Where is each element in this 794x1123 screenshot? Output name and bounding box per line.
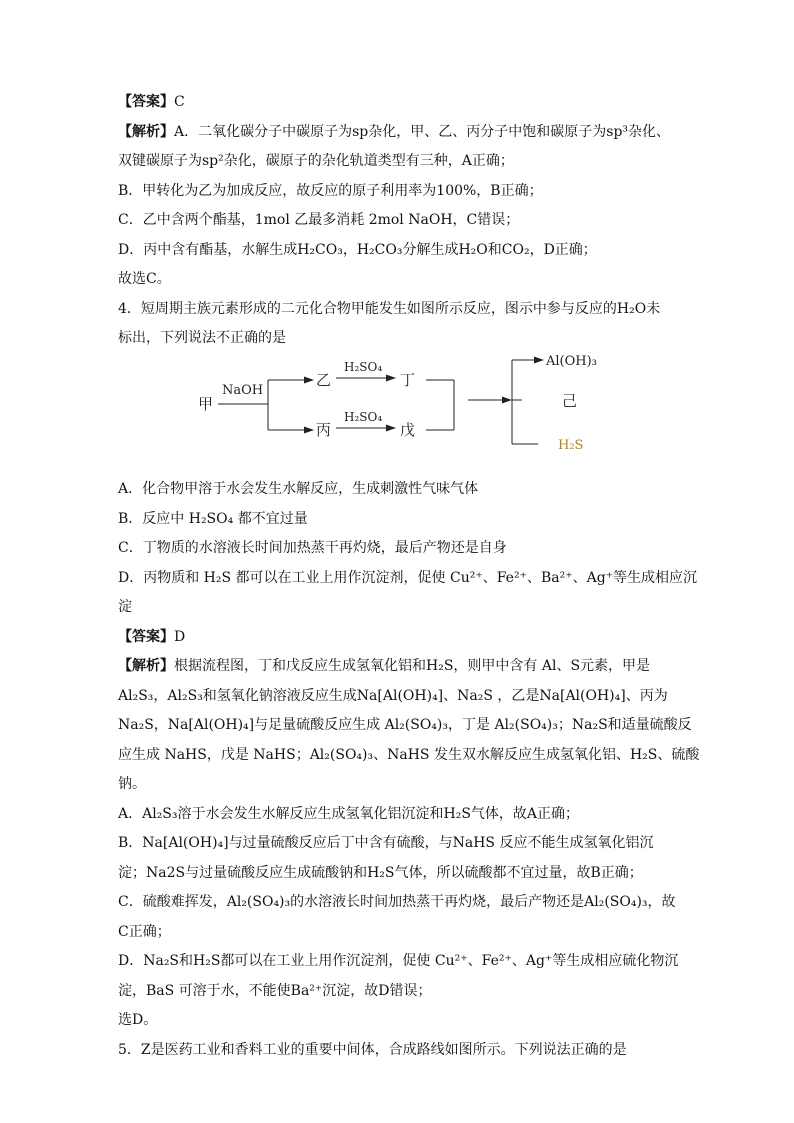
document-content (118, 93, 700, 1070)
arrowhead (386, 425, 396, 432)
q3-analysis-line (118, 123, 678, 142)
q3-answer (118, 93, 678, 112)
analysis-text: 根据流程图，丁和戊反应生成氢氧化铝和H₂S，则甲中含有 Al、S元素，甲是 (174, 658, 651, 674)
q4-analysis-line: Na₂S，Na[Al(OH)₄]与足量硫酸反应生成 Al₂(SO₄)₃，丁是 Al₂(SO₄)₃；Na₂S和适量硫酸反 (118, 717, 692, 733)
ding-label: 丁 (400, 371, 416, 389)
arrowhead (534, 357, 544, 364)
analysis-label: 【解析】 (118, 658, 174, 674)
q4-analysis-line: B．Na[Al(OH)₄]与过量硫酸反应后丁中含有硫酸，与NaHS 反应不能生成氢氧化铝沉 (118, 835, 654, 851)
reaction-diagram-svg (118, 354, 678, 472)
q3-analysis-line: B．甲转化为乙为加成反应，故反应的原子利用率为100%，B正确； (118, 182, 543, 199)
q4-option-a: A．化合物甲溶于水会发生水解反应，生成刺激性气味气体 (118, 481, 479, 497)
h2so4-bottom-label: H₂SO₄ (344, 410, 383, 424)
q4-analysis-line: 选D。 (118, 1012, 158, 1028)
jia-label: 甲 (198, 395, 214, 413)
arrowhead (304, 377, 314, 384)
q3-analysis-line: C．乙中含两个酯基，1mol 乙最多消耗 2mol NaOH，C错误； (118, 212, 520, 228)
q3-analysis-line: 故选C。 (118, 271, 171, 287)
arrowhead (386, 375, 396, 382)
q4-analysis-line (118, 657, 678, 676)
arrowhead (304, 427, 314, 434)
q4-analysis-line: Al₂S₃，Al₂S₃和氢氧化钠溶液反应生成Na[Al(OH)₄]、Na₂S ，乙是Na[Al(OH)₄]、丙为 (118, 687, 668, 704)
q4-option-c: C．丁物质的水溶液长时间加热蒸干再灼烧，最后产物还是自身 (118, 540, 507, 556)
q5-stem: 5．Z是医药工业和香料工业的重要中间体，合成路线如图所示。下列说法正确的是 (118, 1041, 627, 1058)
q4-stem-line: 4．短周期主族元素形成的二元化合物甲能发生如图所示反应，图示中参与反应的H₂O未 (118, 300, 661, 317)
q4-analysis-line: 应生成 NaHS，戊是 NaHS；Al₂(SO₄)₃、NaHS 发生双水解反应生成氢氧化铝、H₂S、硫酸 (118, 746, 700, 763)
reaction-diagram (118, 354, 678, 472)
q4-option-b: B．反应中 H₂SO₄ 都不宜过量 (118, 510, 308, 527)
h2so4-top-label: H₂SO₄ (344, 360, 383, 374)
q4-analysis-line: D．Na₂S和H₂S都可以在工业上用作沉淀剂，促使 Cu²⁺、Fe²⁺、Ag⁺等生成相应硫化物沉 (118, 953, 679, 969)
answer-label: 【答案】 (118, 628, 174, 645)
q4-analysis-line: C正确； (118, 923, 171, 940)
aloh3-label: Al(OH)₃ (546, 354, 597, 369)
analysis-text: A．二氧化碳分子中碳原子为sp杂化，甲、乙、丙分子中饱和碳原子为sp³杂化、 (174, 123, 671, 140)
answer-value: C (174, 94, 185, 110)
q4-analysis-line: 淀，BaS 可溶于水，不能使Ba²⁺沉淀，故D错误； (118, 982, 432, 999)
q3-analysis-line: 双键碳原子为sp²杂化，碳原子的杂化轨道类型有三种，A正确； (118, 153, 514, 169)
answer-value: D (174, 628, 186, 645)
ji-label: 己 (562, 392, 578, 410)
q4-option-d: D．丙物质和 H₂S 都可以在工业上用作沉淀剂，促使 Cu²⁺、Fe²⁺、Ba²⁺、Ag⁺等生成相应沉 (118, 569, 698, 586)
h2s-label: H₂S (558, 438, 584, 453)
q4-analysis-line: 钠。 (118, 776, 146, 792)
arrowhead (502, 397, 512, 404)
bing-label: 丙 (316, 421, 332, 439)
analysis-label: 【解析】 (118, 123, 174, 140)
wu-label: 戊 (400, 421, 416, 439)
q4-stem-line: 标出，下列说法不正确的是 (118, 330, 286, 346)
q4-analysis-line: C．硫酸难挥发，Al₂(SO₄)₃的水溶液长时间加热蒸干再灼烧，最后产物还是Al₂(SO₄)₃，故 (118, 894, 676, 910)
q4-analysis-line: 淀；Na2S与过量硫酸反应生成硫酸钠和H₂S气体，所以硫酸都不宜过量，故B正确； (118, 864, 643, 881)
q4-option-d-cont: 淀 (118, 599, 132, 615)
q3-analysis-line: D．丙中含有酯基，水解生成H₂CO₃，H₂CO₃分解生成H₂O和CO₂，D正确； (118, 241, 597, 258)
naoh-label: NaOH (222, 383, 264, 398)
q4-answer (118, 628, 678, 647)
q4-analysis-line: A．Al₂S₃溶于水会发生水解反应生成氢氧化铝沉淀和H₂S气体，故A正确； (118, 805, 580, 822)
answer-label: 【答案】 (118, 94, 174, 110)
yi-label: 乙 (316, 371, 332, 389)
